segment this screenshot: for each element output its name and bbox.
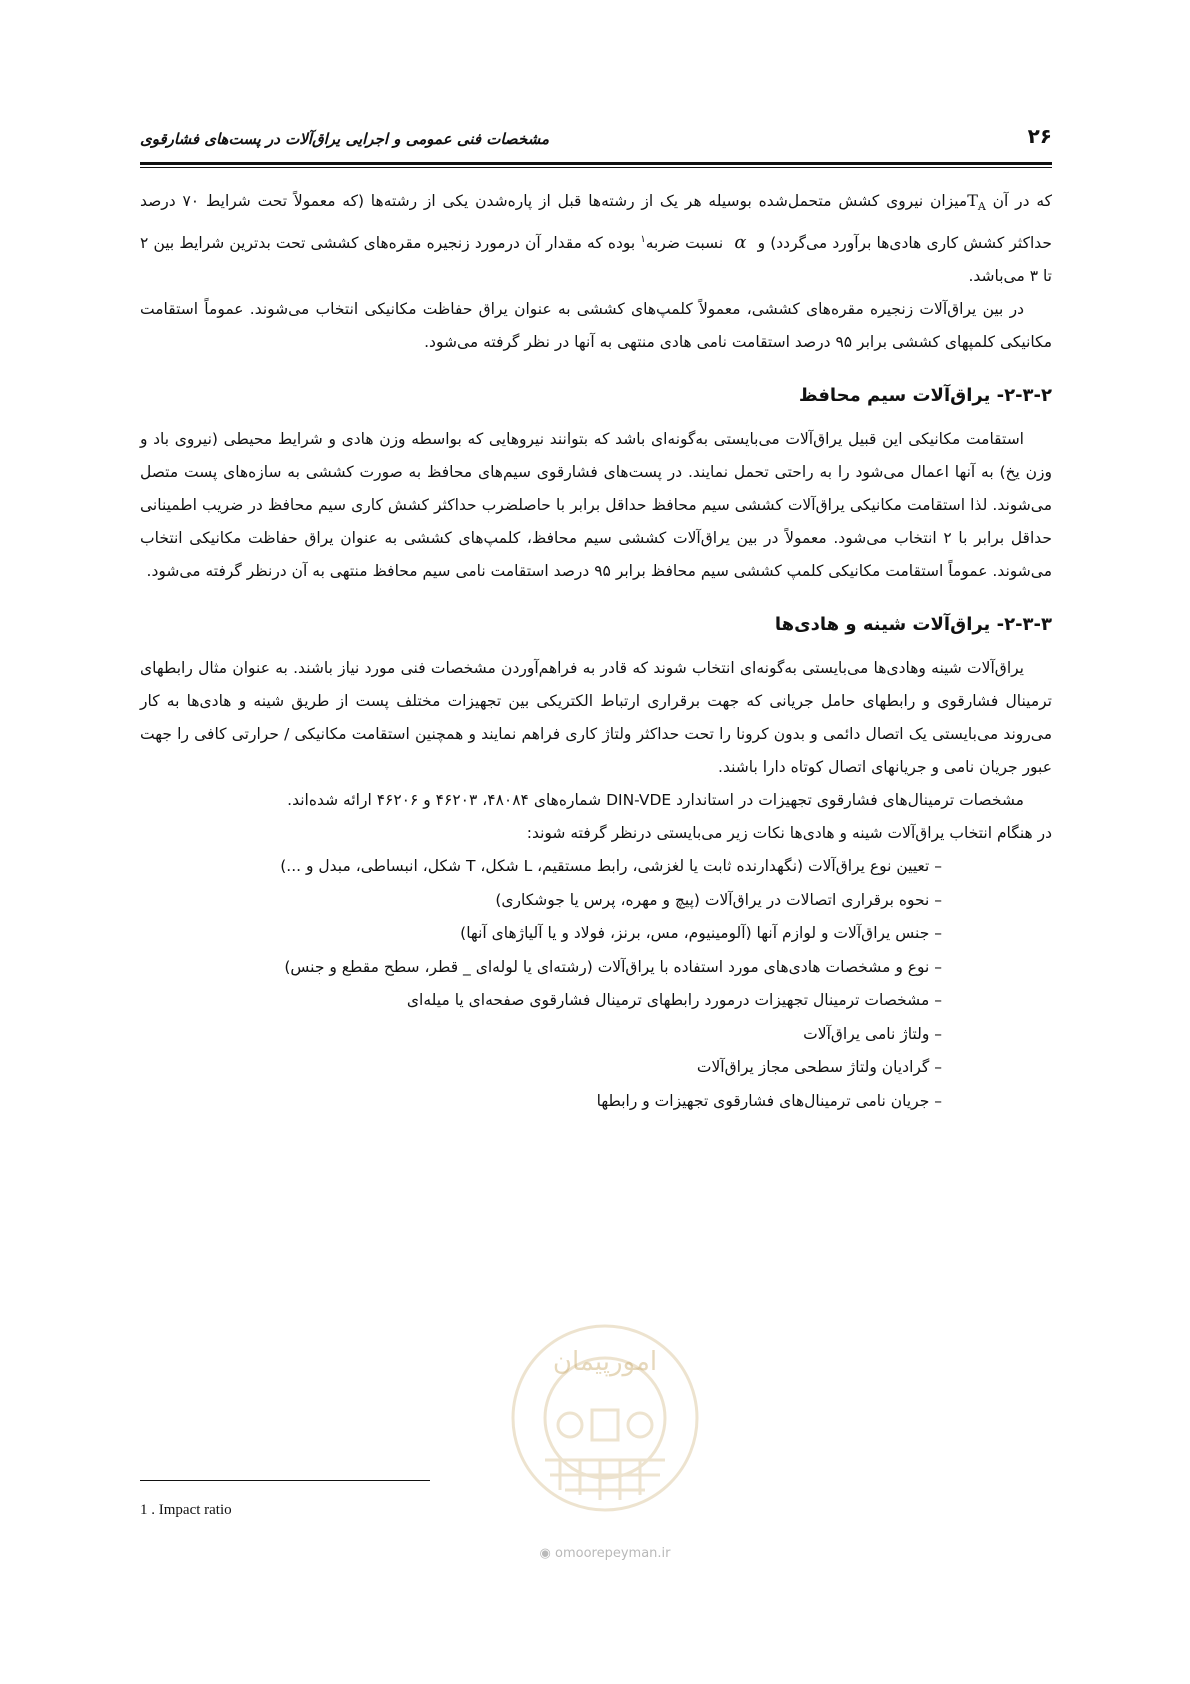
list-item: – ولتاژ نامی یراق‌آلات: [803, 1024, 942, 1043]
list-intro: در هنگام انتخاب یراق‌آلات شینه و هادی‌ها نکات زیر می‌بایستی درنظر گرفته شوند:: [526, 824, 1052, 843]
header-rule-thick: [140, 162, 1052, 165]
list-item: – جنس یراق‌آلات و لوازم آنها (آلومینیوم، مس، برنز، فولاد و یا آلیاژهای آنها): [460, 924, 942, 943]
intro-paragraph: که در آن $T_Aمیزان$ نیروی کشش متحمل‌شده بوسیله هر یک از رشته‌ها قبل از پاره‌شدن یکی از رشته‌ها (که معمولاً تحت شرایط ۷۰ درصد حداکثر کشش کاری هادی‌ها برآورد می‌گردد) و α نسبت ضربه$^۱$ بوده که مقدار آن درمورد زنجیره مقره‌های کششی تحت بدترین شرایط بین ۲ تا ۳ می‌باشد.: [140, 191, 1053, 286]
page-number: ۲۶: [1027, 124, 1052, 148]
list-item: – جریان نامی ترمینال‌های فشارقوی تجهیزات و رابطها: [596, 1091, 942, 1110]
symbol-alpha: α: [734, 232, 747, 254]
list-item: – نحوه برقراری اتصالات در یراق‌آلات (پیچ و مهره، پرس یا جوشکاری): [495, 890, 942, 909]
footnote-rule: [140, 1480, 430, 1481]
clamps-paragraph: در بین یراق‌آلات زنجیره مقره‌های کششی، معمولاً کلمپ‌های کششی به عنوان یراق حفاظت مکانیکی انتخاب می‌شوند. عموماً استقامت مکانیکی کلمپهای کششی برابر ۹۵ درصد استقامت نامی هادی منتهی به آنها در نظر گرفته می‌شود.: [140, 300, 1052, 352]
shield-wire-paragraph: استقامت مکانیکی این قبیل یراق‌آلات می‌بایستی به‌گونه‌ای باشد که بتوانند نیروهایی که بواسطه وزن هادی و شرایط محیطی (نیروی باد و وزن یخ) به آنها اعمال می‌شود را به راحتی تحمل نمایند. در پست‌های فشارقوی سیم‌های محافظ به صورت کششی به سازه‌های پست متصل می‌شوند. لذا استقامت مکانیکی یراق‌آلات کششی سیم محافظ حداقل برابر با حاصلضرب حداکثر کشش کاری سیم محافظ در ضریب اطمینانی حداقل برابر با ۲ انتخاب می‌شود. معمولاً در بین یراق‌آلات کششی سیم محافظ، کلمپ‌های کششی به عنوان یراق حفاظت مکانیکی انتخاب می‌شوند. عموماً استقامت مکانیکی کلمپ کششی سیم محافظ برابر ۹۵ درصد استقامت نامی سیم محافظ منتهی به آن درنظر گرفته می‌شود.: [140, 430, 1052, 581]
list-item: – مشخصات ترمینال تجهیزات درمورد رابطهای ترمینال فشارقوی صفحه‌ای یا میله‌ای: [406, 991, 942, 1010]
section-heading-busbar: ۲-۳-۳- یراق‌آلات شینه و هادی‌ها: [774, 614, 1052, 636]
section-heading-shield-wire: ۲-۳-۲- یراق‌آلات سیم محافظ: [798, 385, 1052, 407]
selection-criteria-list: [140, 850, 1052, 1118]
footnote-ref: ۱: [640, 234, 646, 246]
standards-paragraph: مشخصات ترمینال‌های فشارقوی تجهیزات در استاندارد DIN-VDE شماره‌های ۴۸۰۸۴، ۴۶۲۰۳ و ۴۶۲۰۶ ارائه شده‌اند.: [287, 791, 1024, 810]
running-title: مشخصات فنی عمومی و اجرایی یراق‌آلات در پست‌های فشارقوی: [140, 130, 550, 148]
footnote: 1 . Impact ratio: [140, 1502, 232, 1518]
page-header: [140, 122, 1052, 162]
list-item: – گرادیان ولتاژ سطحی مجاز یراق‌آلات: [696, 1058, 942, 1077]
body-text: [140, 184, 1052, 1118]
busbar-paragraph: یراق‌آلات شینه وهادی‌ها می‌بایستی به‌گونه‌ای انتخاب شوند که قادر به فراهم‌آوردن مشخصات فنی مورد نیاز باشند. به عنوان مثال رابطهای ترمینال فشارقوی و رابطهای حامل جریانی که جهت برقراری ارتباط الکتریکی بین تجهیزات مختلف پست از طریق شینه و هادی‌ها به کار می‌روند می‌بایستی یک اتصال دائمی و بدون کرونا را تحت حداکثر ولتاژ کاری فراهم نمایند و همچنین استقامت مکانیکی / حرارتی کافی را جهت عبور جریان نامی و جریانهای اتصال کوتاه دارا باشند.: [140, 659, 1052, 777]
watermark-logo-icon: [490, 1300, 720, 1540]
list-item: – تعیین نوع یراق‌آلات (نگهدارنده ثابت یا لغزشی، رابط مستقیم، L شکل، T شکل، انبساطی، مبدل و ...): [280, 857, 942, 876]
symbol-ta: $T_A$: [967, 191, 986, 214]
svg-text:امورپیمان: امورپیمان: [552, 1347, 658, 1377]
globe-icon: ◉: [539, 1546, 551, 1561]
header-rule-thin: [140, 167, 1052, 168]
list-item: – نوع و مشخصات هادی‌های مورد استفاده با یراق‌آلات (رشته‌ای یا لوله‌ای _ قطر، سطح مقطع و جنس): [284, 957, 942, 976]
watermark-site: ◉ omoorepeyman.ir: [539, 1546, 671, 1561]
